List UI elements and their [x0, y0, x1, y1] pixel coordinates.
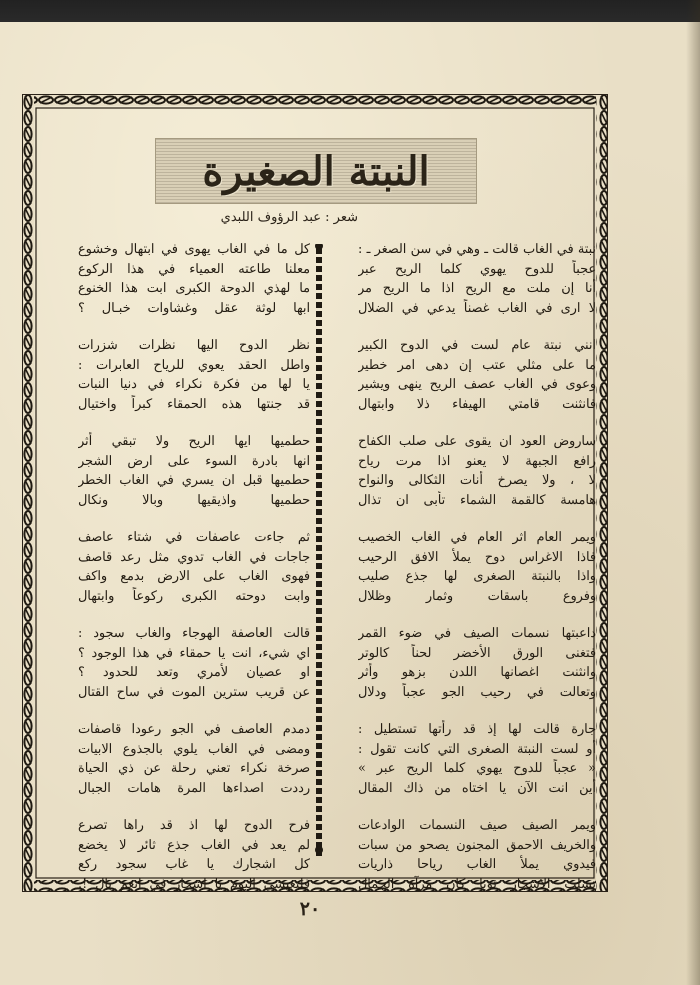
verse-line: أين انت الآن يا اختاه من ذاك المقال	[358, 780, 596, 796]
verse-line: فاذا الاغراس دوح يملأ الافق الرحيب	[358, 549, 596, 565]
verse-line: واطل الحقد يعوي للرياح العابرات :	[78, 357, 310, 373]
verse-line: كل اشجارك يا غاب سجود ركع	[78, 857, 310, 872]
stanza	[78, 432, 310, 510]
stanza	[358, 336, 596, 414]
verse-line: فرح الدوح لها اذ قد راها تصرع	[78, 818, 310, 833]
stanza	[78, 240, 310, 318]
verse-line: ابها لوثة عقل وغشاوات خبـال ؟	[78, 300, 310, 316]
poem-title: النبتة الصغيرة	[202, 147, 430, 195]
verse-line: جارة قالت لها إذ قد رأتها تستطيل :	[358, 722, 596, 737]
left-column	[78, 240, 310, 912]
right-column	[358, 240, 596, 912]
verse-line: وفروع باسقات وثمار وظلال	[358, 588, 596, 604]
verse-line: فيدوي يملأ الغاب رياحا ذاريات	[358, 857, 596, 872]
stanza	[78, 816, 310, 894]
stanza	[358, 432, 596, 510]
verse-line: حطميها قبل ان يسري في الغاب الخطر	[78, 473, 310, 488]
stanza	[358, 624, 596, 702]
stanza	[78, 720, 310, 798]
verse-line: فتغنى الورق الأخضر لحناً كالوتر	[358, 645, 596, 661]
verse-line: او عصيان لأمري وتعد للحدود ؟	[78, 665, 310, 680]
verse-line: « عجباً للدوح يهوي كلما الريح عبر »	[358, 761, 596, 776]
verse-line: وعوى في الغاب عصف الريح ينهى ويشير	[358, 377, 596, 392]
verse-line: جاجات في الغاب تدوي مثل رعد قاصف	[78, 549, 310, 565]
verse-line: حطميها ايها الريح ولا تبقي أثر	[78, 434, 310, 449]
verse-line: أو لست النبتة الصغرى التي كانت تقول :	[358, 741, 596, 757]
verse-line: عن قريب سترين الموت في ساح القتال	[78, 684, 310, 700]
verse-line: أنا إن ملت مع الريح اذا ما الريح مر	[358, 281, 596, 296]
verse-line: والخريف الاحمق المجنون يصحو من سبات	[358, 837, 596, 853]
verse-line: داعبتها نسمات الصيف في ضوء القمر	[358, 626, 596, 641]
verse-line: قد جنتها هذه الحمقاء كبراً واختيال	[78, 396, 310, 412]
verse-line: كل ما في الغاب يهوى في ابتهال وخشوع	[78, 242, 310, 257]
verse-line: لا ، ولا يصرخ أنات الثكالى والنواح	[358, 473, 596, 488]
verse-line: رددت اصداءها المرة هامات الجبال	[78, 780, 310, 796]
verse-line: عجباً للدوح يهوي كلما الريح عبر	[358, 261, 596, 277]
verse-line: حطميها واذيقيها وبالا ونكال	[78, 492, 310, 508]
stanza	[78, 528, 310, 606]
verse-line: رافع الجبهة لا يعنو اذا مرت رياح	[358, 453, 596, 469]
verse-line: ويمر الصيف صيف النسمات الوادعات	[358, 818, 596, 833]
verse-line: ساروض العود ان يقوى على صلب الكفاح	[358, 434, 596, 449]
poet-byline: شعر : عبد الرؤوف اللبدي	[220, 210, 358, 225]
stanza	[358, 528, 596, 606]
verse-line: نظر الدوح اليها نظرات شزرات	[78, 338, 310, 353]
stanza	[358, 240, 596, 318]
verse-line: وانثنت اغصانها اللدن بزهو وأثر	[358, 665, 596, 680]
verse-line: ما على مثلي عتب إن دهى امر خطير	[358, 357, 596, 373]
title-banner	[155, 138, 477, 204]
stanza	[358, 816, 596, 894]
verse-line: انني نبتة عام لست في الدوح الكبير	[358, 338, 596, 353]
verse-line: وابت دوحته الكبرى ركوعاً وابتهال	[78, 588, 310, 604]
verse-line: فلتعيشي اليوم يا اشجار في انعم بال !.	[78, 876, 310, 892]
verse-line: وتعالت في رحيب الجو عجباً ودلال	[358, 684, 596, 700]
stanza	[78, 336, 310, 414]
verse-line: هامسة كالقمة الشماء تأبى ان تذال	[358, 492, 596, 508]
verse-line: قالت العاصفة الهوجاء والغاب سجود :	[78, 626, 310, 641]
verse-line: نبتة في الغاب قالت ـ وهي في سن الصغر ـ :	[358, 242, 596, 257]
page-number: ٢٠	[299, 898, 321, 920]
page-fold-shadow	[686, 0, 700, 985]
verse-line: انها بادرة السوء على ارض الشجر	[78, 453, 310, 469]
verse-line: تسلب الاشجار ثوبا كان مرآة الجمال	[358, 876, 596, 892]
verse-line: فانثنت قامتي الهيفاء ذلا وابتهال	[358, 396, 596, 412]
verse-line: معلنا طاعته العمياء في هذا الركوع	[78, 261, 310, 277]
verse-line: لا ارى في الغاب غصناً يدعي في الضلال	[358, 300, 596, 316]
verse-line: ومضى في الغاب يلوي بالجذوع الابيات	[78, 741, 310, 757]
verse-line: واذا بالنبتة الصغرى لها جذع صليب	[358, 569, 596, 584]
verse-line: ما لهذي الدوحة الكبرى ابت هذا الخنوع	[78, 281, 310, 296]
verse-line: لم يعد في الغاب جذع ثائر لا يخضع	[78, 837, 310, 853]
verse-line: يا لها من فكرة نكراء في دنيا النبات	[78, 377, 310, 392]
column-divider	[312, 244, 326, 856]
verse-line: ثم جاءت عاصفات في شتاء عاصف	[78, 530, 310, 545]
verse-line: ويمر العام اثر العام في الغاب الخصيب	[358, 530, 596, 545]
verse-line: صرخة نكراء تعني رحلة عن ذي الحياة	[78, 761, 310, 776]
verse-line: دمدم العاصف في الجو رعودا قاصفات	[78, 722, 310, 737]
scan-edge	[0, 0, 700, 22]
verse-line: اي شيء، انت يا حمقاء في هذا الوجود ؟	[78, 645, 310, 661]
stanza	[358, 720, 596, 798]
stanza	[78, 624, 310, 702]
verse-line: فهوى الغاب على الارض بدمع واكف	[78, 569, 310, 584]
